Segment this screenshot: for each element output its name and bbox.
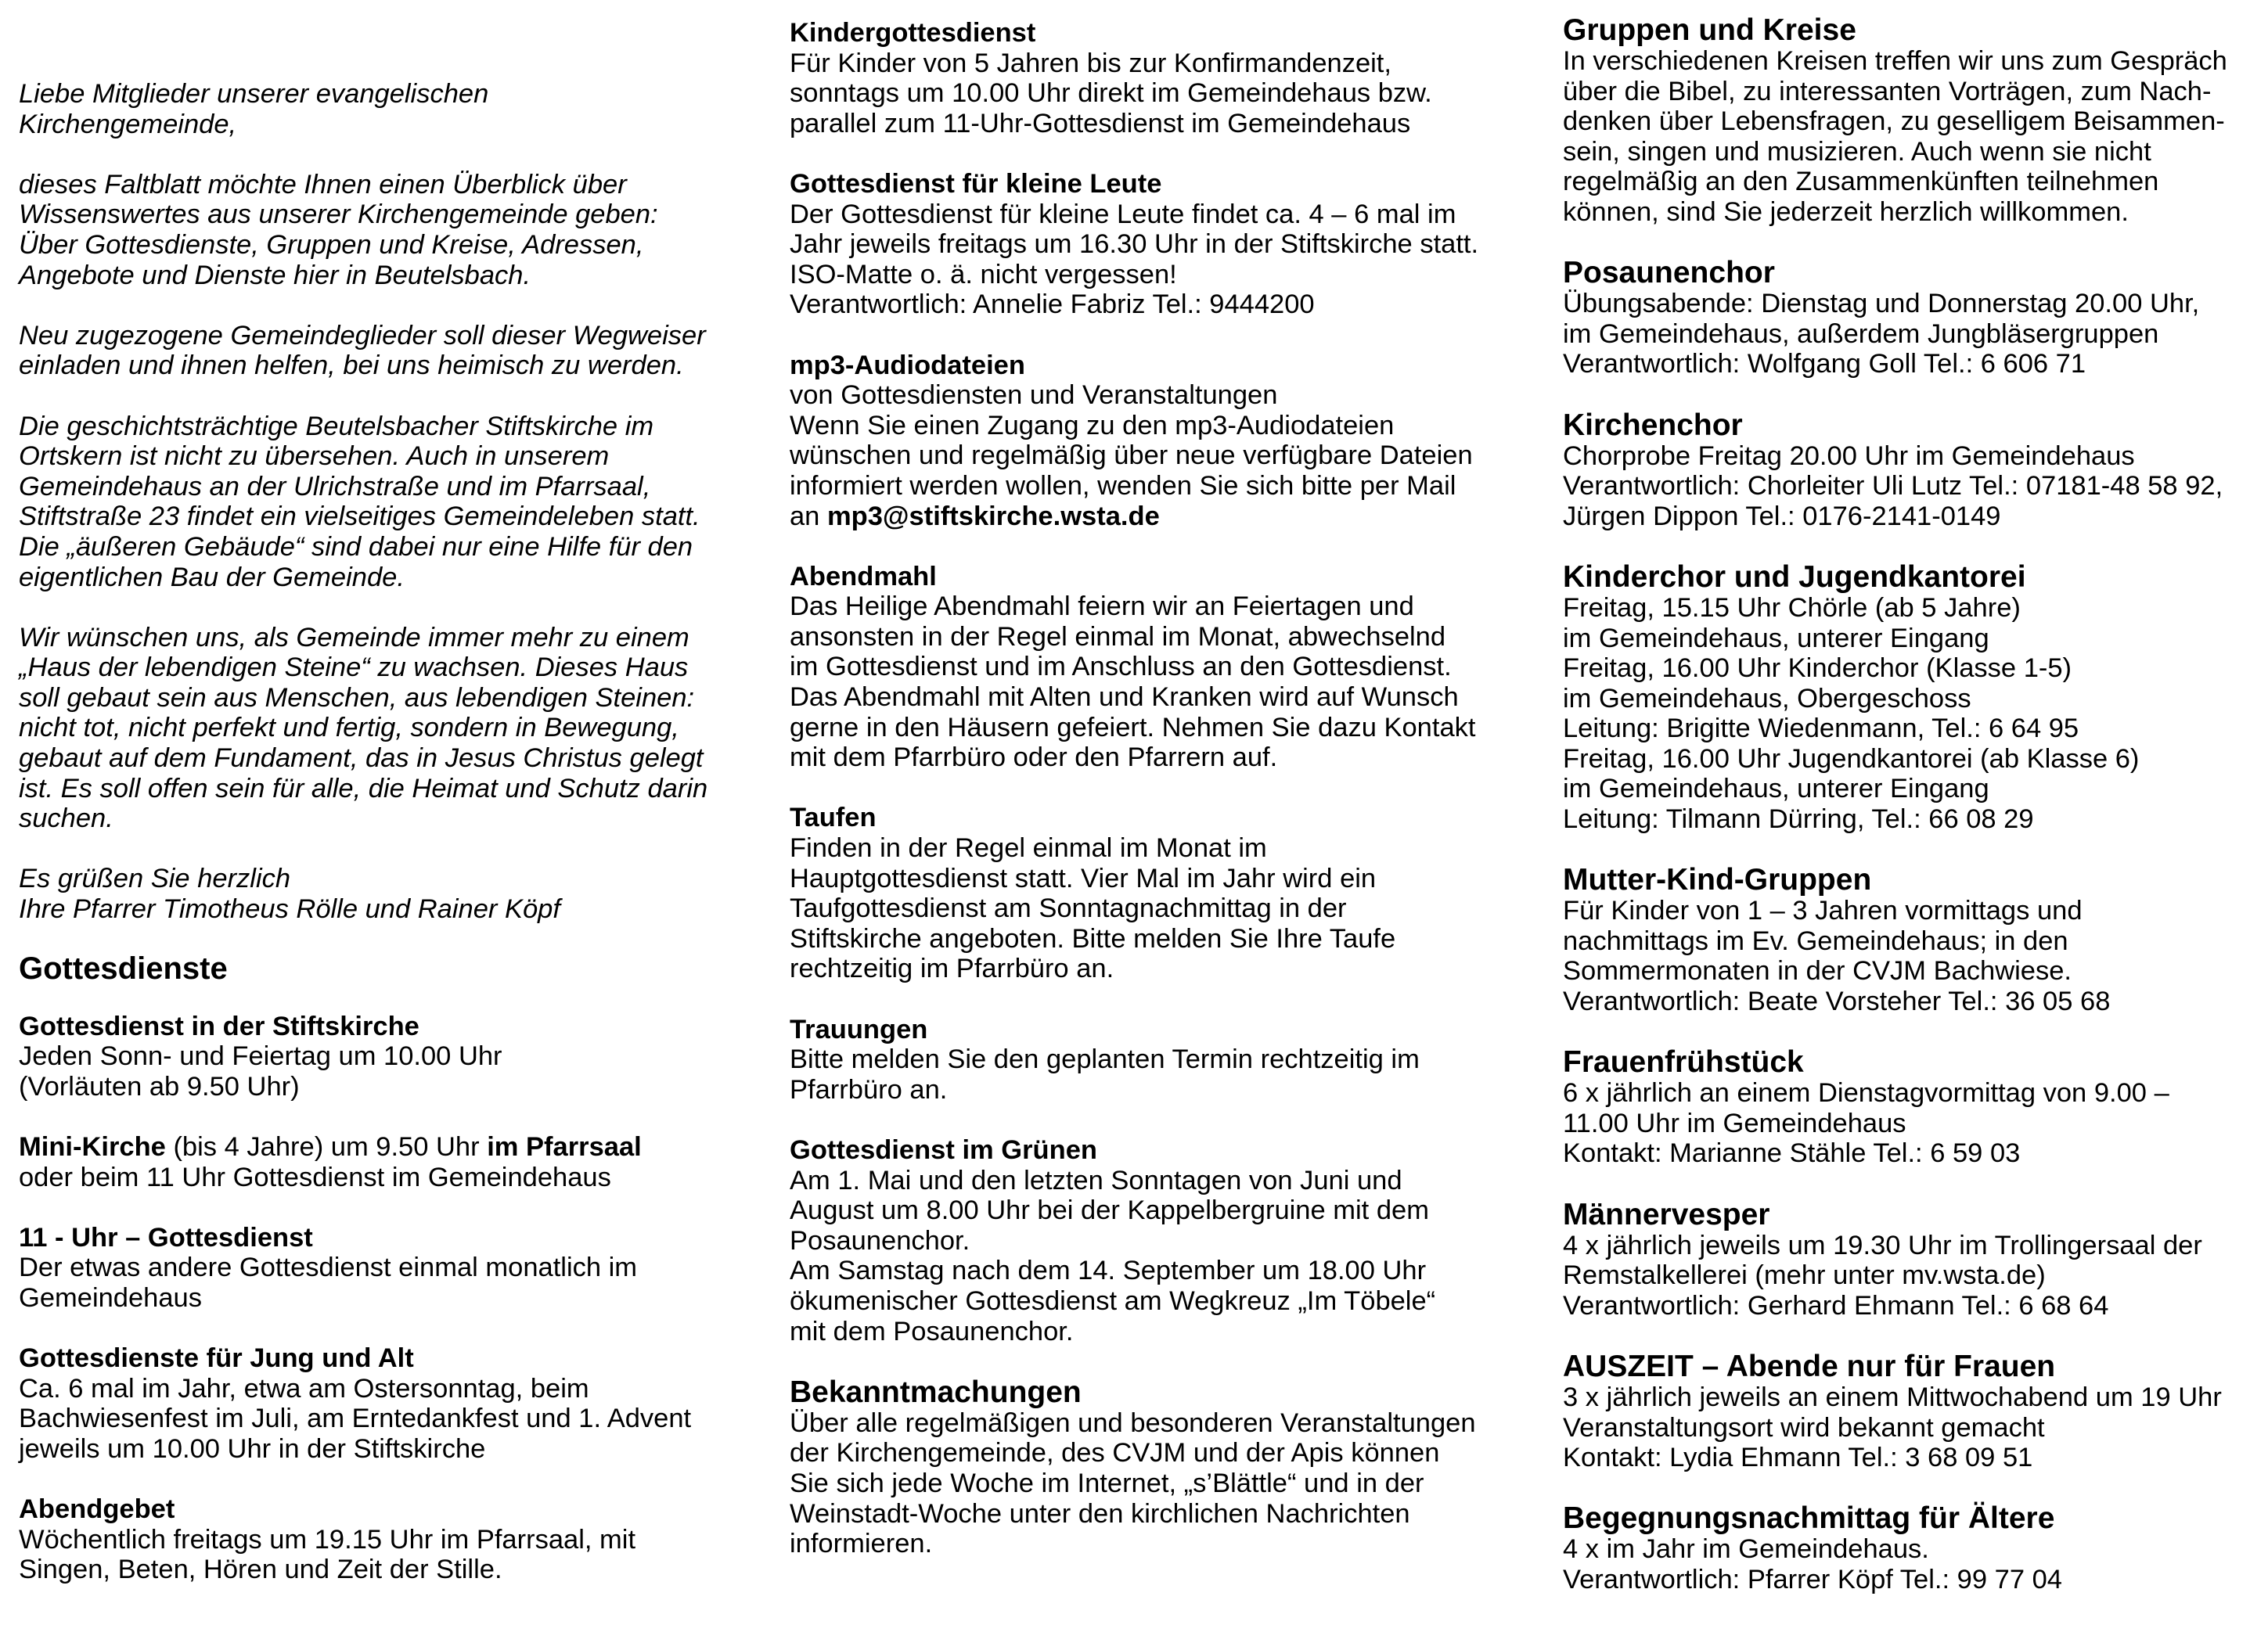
entry-heading: Kirchenchor — [1563, 408, 1743, 442]
entry-heading: Trauungen — [790, 1014, 928, 1044]
text-line: 4 x im Jahr im Gemeindehaus. — [1563, 1534, 1929, 1565]
text-line: Der Gottesdienst für kleine Leute findet ca. 4 – 6 mal im — [790, 199, 1456, 229]
entry-heading: 11 - Uhr – Gottesdienst — [19, 1222, 313, 1253]
text-line: oder beim 11 Uhr Gottesdienst im Gemeindehaus — [19, 1162, 611, 1192]
text-line: Wissenswertes aus unserer Kirchengemeinde geben: — [19, 200, 658, 230]
text-line: August um 8.00 Uhr bei der Kappelbergruine mit dem — [790, 1195, 1429, 1226]
column-right — [1563, 15, 2259, 1625]
text-line: ist. Es soll offen sein für alle, die Heimat und Schutz darin — [19, 773, 708, 804]
text-line — [19, 1132, 762, 1163]
text-line: Finden in der Regel einmal im Monat im — [790, 833, 1267, 864]
entry-heading: Kinderchor und Jugendkantorei — [1563, 559, 2026, 594]
inline-text: an — [790, 501, 827, 531]
text-line: dieses Faltblatt möchte Ihnen einen Überblick über — [19, 169, 627, 200]
text-line: mit dem Pfarrbüro oder den Pfarrern auf. — [790, 742, 1278, 773]
text-line: Über Gottesdienste, Gruppen und Kreise, Adressen, — [19, 229, 644, 260]
text-line: 4 x jährlich jeweils um 19.30 Uhr im Trollingersaal der — [1563, 1230, 2202, 1260]
location-highlight: im Pfarrsaal — [487, 1132, 642, 1162]
text-line: gerne in den Häusern gefeiert. Nehmen Sie dazu Kontakt — [790, 712, 1476, 742]
text-line: Freitag, 15.15 Uhr Chörle (ab 5 Jahre) — [1563, 592, 2021, 623]
text-line: Kontakt: Lydia Ehmann Tel.: 3 68 09 51 — [1563, 1443, 2033, 1473]
entry-mutter-kind-gruppen — [1563, 865, 2259, 1016]
text-line: Verantwortlich: Chorleiter Uli Lutz Tel.: 07181-48 58 92, — [1563, 471, 2223, 502]
text-line: Kirchengemeinde, — [19, 109, 237, 139]
text-line: Leitung: Brigitte Wiedenmann, Tel.: 6 64 95 — [1563, 714, 2079, 744]
text-line: Die „äußeren Gebäude“ sind dabei nur eine Hilfe für den — [19, 531, 693, 562]
text-line: nicht tot, nicht perfekt und fertig, sondern in Bewegung, — [19, 713, 679, 743]
entry-jung-und-alt — [19, 1343, 762, 1464]
text-line: Ortskern ist nicht zu übersehen. Auch in unserem — [19, 441, 610, 472]
entry-heading: Abendgebet — [19, 1494, 175, 1525]
text-line: im Gemeindehaus, unterer Eingang — [1563, 623, 1989, 653]
entry-posaunenchor — [1563, 257, 2259, 379]
text-line: „Haus der lebendigen Steine“ zu wachsen. Dieses Haus — [19, 653, 689, 683]
intro-paragraph-newcomers — [19, 321, 762, 381]
text-line: soll gebaut sein aus Menschen, aus lebendigen Steinen: — [19, 682, 695, 713]
text-line: ökumenischer Gottesdienst am Wegkreuz „Im Töbele“ — [790, 1285, 1436, 1316]
text-line: Leitung: Tilmann Dürring, Tel.: 66 08 29 — [1563, 804, 2034, 835]
entry-heading: Gottesdienst im Grünen — [790, 1134, 1097, 1165]
text-line — [790, 502, 1541, 532]
text-line: Neu zugezogene Gemeindeglieder soll dieser Wegweiser — [19, 320, 706, 351]
entry-heading: Taufen — [790, 803, 877, 833]
text-line: Pfarrbüro an. — [790, 1074, 948, 1105]
entry-auszeit — [1563, 1351, 2259, 1473]
text-line: Freitag, 16.00 Uhr Jugendkantorei (ab Klasse 6) — [1563, 743, 2140, 774]
text-line: Gemeindehaus an der Ulrichstraße und im Pfarrsaal, — [19, 471, 651, 502]
text-line: Über alle regelmäßigen und besonderen Veranstaltungen — [790, 1407, 1476, 1438]
intro-paragraph-greeting — [19, 79, 762, 139]
text-line: Jürgen Dippon Tel.: 0176-2141-0149 — [1563, 501, 2001, 531]
text-line: Jahr jeweils freitags um 16.30 Uhr in der Stiftskirche statt. — [790, 229, 1479, 260]
text-line: Hauptgottesdienst statt. Vier Mal im Jahr wird ein — [790, 863, 1377, 893]
text-line: Die geschichtsträchtige Beutelsbacher Stiftskirche im — [19, 411, 654, 441]
entry-begegnungsnachmittag — [1563, 1503, 2259, 1594]
entry-heading: Gruppen und Kreise — [1563, 13, 1856, 47]
text-line: Für Kinder von 1 – 3 Jahren vormittags und — [1563, 896, 2083, 926]
text-line: Stiftskirche angeboten. Bitte melden Sie Ihre Taufe — [790, 923, 1396, 954]
text-line: Für Kinder von 5 Jahren bis zur Konfirmandenzeit, — [790, 48, 1391, 78]
entry-heading: Mutter-Kind-Gruppen — [1563, 863, 1872, 897]
text-line: über die Bibel, zu interessanten Vorträgen, zum Nach- — [1563, 76, 2212, 106]
entry-heading: Kindergottesdienst — [790, 18, 1036, 48]
entry-maennervesper — [1563, 1199, 2259, 1321]
text-line: 6 x jährlich an einem Dienstagvormittag von 9.00 – — [1563, 1078, 2169, 1109]
text-line: einladen und ihnen helfen, bei uns heimisch zu werden. — [19, 351, 684, 381]
entry-heading: mp3-Audiodateien — [790, 350, 1025, 380]
text-line: denken über Lebensfragen, zu geselligem Beisammen- — [1563, 106, 2225, 137]
text-line: Es grüßen Sie herzlich — [19, 864, 291, 894]
text-line: können, sind Sie jederzeit herzlich willkommen. — [1563, 196, 2129, 227]
entry-minikirche — [19, 1132, 762, 1192]
inline-text: (bis 4 Jahre) um 9.50 Uhr — [165, 1132, 488, 1162]
text-line: Wöchentlich freitags um 19.15 Uhr im Pfarrsaal, mit — [19, 1524, 636, 1555]
text-line: informieren. — [790, 1529, 933, 1559]
entry-heading: Posaunenchor — [1563, 256, 1775, 290]
entry-elf-uhr-gottesdienst — [19, 1223, 762, 1314]
entry-heading: Gottesdienste für Jung und Alt — [19, 1343, 414, 1374]
text-line: Der etwas andere Gottesdienst einmal monatlich im — [19, 1253, 638, 1283]
text-line: Bitte melden Sie den geplanten Termin rechtzeitig im — [790, 1044, 1420, 1075]
intro-paragraph-buildings — [19, 412, 762, 593]
text-line: gebaut auf dem Fundament, das in Jesus Christus gelegt — [19, 743, 704, 774]
entry-mp3-audiodateien — [790, 351, 1541, 532]
text-line: Sommermonaten in der CVJM Bachwiese. — [1563, 956, 2072, 987]
text-line: Sie sich jede Woche im Internet, „s’Blättle“ und in der — [790, 1468, 1424, 1498]
column-middle — [790, 18, 1541, 1589]
entry-kindergottesdienst — [790, 18, 1541, 138]
entry-heading: Bekanntmachungen — [790, 1375, 1082, 1409]
text-line: Posaunenchor. — [790, 1225, 970, 1256]
text-line: Bachwiesenfest im Juli, am Erntedankfest und 1. Advent — [19, 1404, 692, 1434]
text-line: Ca. 6 mal im Jahr, etwa am Ostersonntag, beim — [19, 1373, 589, 1404]
entry-heading: Mini-Kirche — [19, 1132, 166, 1162]
text-line: Jeden Sonn- und Feiertag um 10.00 Uhr — [19, 1041, 502, 1072]
text-line: Verantwortlich: Pfarrer Köpf Tel.: 99 77 04 — [1563, 1564, 2062, 1594]
text-line: In verschiedenen Kreisen treffen wir uns zum Gespräch — [1563, 46, 2227, 76]
entry-heading: AUSZEIT – Abende nur für Frauen — [1563, 1349, 2056, 1383]
entry-kleine-leute — [790, 169, 1541, 320]
text-line: Am Samstag nach dem 14. September um 18.00 Uhr — [790, 1256, 1427, 1286]
text-line: Stiftstraße 23 findet ein vielseitiges Gemeindeleben statt. — [19, 502, 700, 532]
text-line: Ihre Pfarrer Timotheus Rölle und Rainer Köpf — [19, 894, 560, 925]
text-line: ISO-Matte o. ä. nicht vergessen! — [790, 259, 1177, 289]
text-line: Wir wünschen uns, als Gemeinde immer mehr zu einem — [19, 622, 689, 653]
text-line: Kontakt: Marianne Stähle Tel.: 6 59 03 — [1563, 1138, 2021, 1169]
entry-kinderchor-jugendkantorei — [1563, 559, 2259, 835]
entry-stiftskirche — [19, 1012, 762, 1102]
text-line: Singen, Beten, Hören und Zeit der Stille. — [19, 1555, 502, 1585]
text-line: Weinstadt-Woche unter den kirchlichen Nachrichten — [790, 1498, 1410, 1529]
intro-letter — [19, 79, 762, 925]
text-line: Wenn Sie einen Zugang zu den mp3-Audiodateien — [790, 410, 1395, 440]
text-line: jeweils um 10.00 Uhr in der Stiftskirche — [19, 1433, 486, 1464]
text-line: im Gemeindehaus, Obergeschoss — [1563, 683, 1971, 714]
entry-heading: Frauenfrühstück — [1563, 1045, 1804, 1080]
text-line: sonntags um 10.00 Uhr direkt im Gemeindehaus bzw. — [790, 78, 1432, 109]
text-line: ansonsten in der Regel einmal im Monat, abwechselnd — [790, 621, 1446, 652]
text-line: nachmittags im Ev. Gemeindehaus; in den — [1563, 926, 2068, 956]
entry-heading: Gottesdienst in der Stiftskirche — [19, 1011, 419, 1041]
entry-abendgebet — [19, 1494, 762, 1585]
entry-gottesdienst-im-gruenen — [790, 1135, 1541, 1346]
entry-bekanntmachungen — [790, 1377, 1541, 1559]
entry-heading: Männervesper — [1563, 1197, 1770, 1231]
text-line: suchen. — [19, 804, 113, 834]
text-line: wünschen und regelmäßig über neue verfügbare Dateien — [790, 440, 1473, 471]
text-line: Das Abendmahl mit Alten und Kranken wird auf Wunsch — [790, 682, 1459, 713]
text-line: Verantwortlich: Gerhard Ehmann Tel.: 6 68 64 — [1563, 1290, 2109, 1321]
text-line: Veranstaltungsort wird bekannt gemacht — [1563, 1412, 2045, 1443]
entry-heading: Abendmahl — [790, 561, 937, 591]
entry-heading: Gottesdienst für kleine Leute — [790, 168, 1162, 199]
column-left — [19, 79, 762, 1616]
text-line: mit dem Posaunenchor. — [790, 1316, 1074, 1346]
text-line: Verantwortlich: Wolfgang Goll Tel.: 6 606 71 — [1563, 349, 2086, 379]
intro-paragraph-overview — [19, 170, 762, 290]
text-line: 3 x jährlich jeweils an einem Mittwochabend um 19 Uhr — [1563, 1382, 2222, 1412]
text-line: parallel zum 11-Uhr-Gottesdienst im Gemeindehaus — [790, 108, 1411, 138]
text-line: von Gottesdiensten und Veranstaltungen — [790, 380, 1278, 411]
text-line: Taufgottesdienst am Sonntagnachmittag in der — [790, 893, 1347, 924]
text-line: Freitag, 16.00 Uhr Kinderchor (Klasse 1-5) — [1563, 653, 2072, 684]
email-link[interactable]: mp3@stiftskirche.wsta.de — [826, 501, 1160, 531]
intro-paragraph-wishes — [19, 623, 762, 834]
entry-abendmahl — [790, 562, 1541, 773]
text-line: 11.00 Uhr im Gemeindehaus — [1563, 1108, 1906, 1138]
entry-heading: Begegnungsnachmittag für Ältere — [1563, 1501, 2055, 1536]
text-line: Verantwortlich: Annelie Fabriz Tel.: 9444200 — [790, 289, 1315, 320]
text-line: Angebote und Dienste hier in Beutelsbach. — [19, 260, 531, 290]
text-line: Chorprobe Freitag 20.00 Uhr im Gemeindehaus — [1563, 440, 2135, 471]
text-line: Am 1. Mai und den letzten Sonntagen von Juni und — [790, 1165, 1402, 1195]
text-line: sein, singen und musizieren. Auch wenn sie nicht — [1563, 136, 2151, 167]
text-line: eigentlichen Bau der Gemeinde. — [19, 562, 405, 592]
text-line: Gemeindehaus — [19, 1282, 202, 1313]
text-line: Das Heilige Abendmahl feiern wir an Feiertagen und — [790, 591, 1414, 622]
entry-taufen — [790, 803, 1541, 984]
text-line: (Vorläuten ab 9.50 Uhr) — [19, 1071, 300, 1102]
text-line: im Gemeindehaus, außerdem Jungbläsergruppen — [1563, 318, 2159, 349]
entry-gruppen-und-kreise — [1563, 15, 2259, 228]
text-line: der Kirchengemeinde, des CVJM und der Apis können — [790, 1438, 1440, 1469]
entry-trauungen — [790, 1015, 1541, 1106]
text-line: Verantwortlich: Beate Vorsteher Tel.: 36 05 68 — [1563, 987, 2111, 1017]
text-line: im Gemeindehaus, unterer Eingang — [1563, 774, 1989, 804]
text-line: regelmäßig an den Zusammenkünften teilnehmen — [1563, 167, 2159, 197]
text-line: im Gottesdienst und im Anschluss an den Gottesdienst. — [790, 652, 1452, 682]
text-line: informiert werden wollen, wenden Sie sich bitte per Mail — [790, 470, 1456, 501]
entry-kirchenchor — [1563, 410, 2259, 532]
text-line: Liebe Mitglieder unserer evangelischen — [19, 79, 489, 109]
text-line: Übungsabende: Dienstag und Donnerstag 20.00 Uhr, — [1563, 289, 2200, 319]
section-title-gottesdienste: Gottesdienste — [19, 951, 228, 986]
text-line: rechtzeitig im Pfarrbüro an. — [790, 954, 1114, 984]
text-line: Remstalkellerei (mehr unter mv.wsta.de) — [1563, 1260, 2046, 1291]
entry-frauenfruehstueck — [1563, 1047, 2259, 1169]
intro-paragraph-signature — [19, 864, 762, 924]
